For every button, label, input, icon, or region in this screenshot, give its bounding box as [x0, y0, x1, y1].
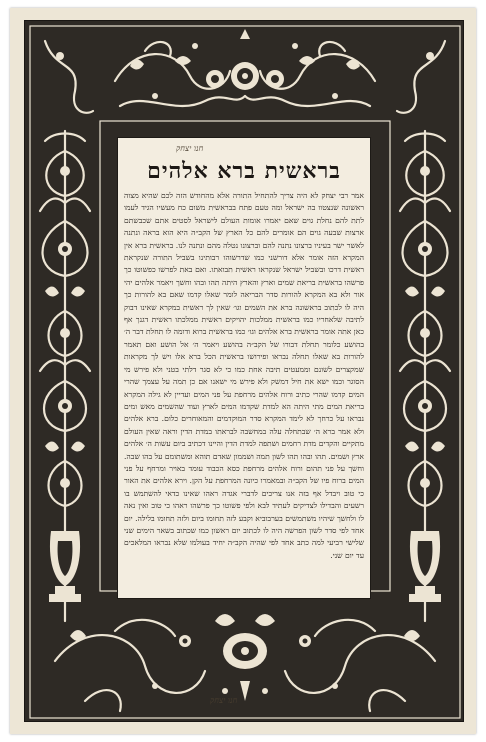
main-text-panel	[117, 137, 371, 599]
page-title: בראשית ברא אלהים	[147, 158, 341, 184]
bottom-ornament-panel	[55, 614, 435, 711]
top-ornament-panel	[115, 29, 375, 106]
left-ornament-column	[40, 131, 90, 621]
woodcut-border-frame	[24, 20, 464, 722]
right-ornament-column	[400, 131, 450, 621]
book-page	[10, 8, 476, 734]
handwritten-note-bottom: חנו יצחק	[210, 696, 238, 705]
handwritten-note-top: חנו יצחק	[176, 144, 204, 153]
body-text: אמר רבי יצחק לא היה צריך להתחיל התורה אלא מהחודש הזה לכם שהיא מצוה ראשונה שנצטוו בה ישראל ומה טעם פתח בבראשית משום כח מעשיו הגיד לעמו לתת להם נחלת גוים שאם יאמרו אומות העולם לישראל לסטים אתם שכבשתם ארצות שבעה גוים הם אומרים להם כל הארץ של הקב״ה היא הוא בראה ונתנה לאשר ישר בעיניו ברצונו נתנה להם וברצונו נטלה מהם ונתנה לנו. בראשית ברא אין המקרא הזה אומר אלא דורשני כמו שדרשוהו רבותינו בשביל התורה שנקראת ראשית דרכו ובשביל ישראל שנקראו ראשית תבואתו. ואם באת לפרשו כפשוטו כך פרשהו בראשית בריאת שמים וארץ והארץ היתה תהו ובהו וחשך ויאמר אלהים יהי אור ולא בא המקרא להורות סדר הבריאה לומר שאלו קדמו שאם בא להורות כך היה לו לכתוב בראשונה ברא את השמים וגו׳ שאין לך ראשית במקרא שאינו דבוק לתיבה שלאחריו כמו בראשית ממלכות יהויקים ראשית ממלכתו ראשית דגנך אף כאן אתה אומר בראשית ברא אלהים וגו׳ כמו בראשית ברוא ודומה לו תחלת דבר ה׳ בהושע כלומר תחלת דבורו של הקב״ה בהושע ויאמר ה׳ אל הושע ואם תאמר להורות בא שאלו תחלה נבראו ופירושו בראשית הכל ברא אלו ויש לך מקראות שמקצרים לשונם וממעטים תיבה אחת כמו כי לא סגר דלתי בטני ולא פירש מי הסוגר וכמו ישא את חיל דמשק ולא פירש מי ישאנו אם כן תמה על עצמך שהרי המים קדמו שהרי כתיב ורוח אלהים מרחפת על פני המים ועדיין לא גילה המקרא בריאת המים מתי היתה הא למדת שקדמו המים לארץ ועוד שהשמים מאש ומים נבראו על כרחך לא לימד המקרא סדר המוקדמים והמאוחרים כלום. ברא אלהים ולא אמר ברא ה׳ שבתחלה עלה במחשבה לבראתו במדת הדין וראה שאין העולם מתקיים והקדים מדת רחמים ושתפה למדת הדין והיינו דכתיב ביום עשות ה׳ אלהים ארץ ושמים. תהו ובהו תהו לשון תמה ושממון שאדם תוהא ומשתומם על בהו שבה. וחשך על פני תהום ורוח אלהים מרחפת כסא הכבוד עומד באויר ומרחף על פני המים ברוח פיו של הקב״ה ובמאמרו כיונה המרחפת על הקן. וירא אלהים את האור כי טוב ויבדל אף בזה אנו צריכים לדברי אגדה ראהו שאינו כדאי להשתמש בו רשעים והבדילו לצדיקים לעתיד לבא ולפי פשוטו כך פרשהו ראהו כי טוב ואין נאה לו ולחשך שיהיו משתמשים בערבוביא וקבע לזה תחומו ביום ולזה תחומו בלילה. יום אחד לפי סדר לשון הפרשה היה לו לכתוב יום ראשון כמו שכתוב בשאר הימים שני שלישי רביעי למה כתב אחד לפי שהיה הקב״ה יחיד בעולמו שלא נבראו המלאכים עד יום שני.	[124, 191, 364, 560]
